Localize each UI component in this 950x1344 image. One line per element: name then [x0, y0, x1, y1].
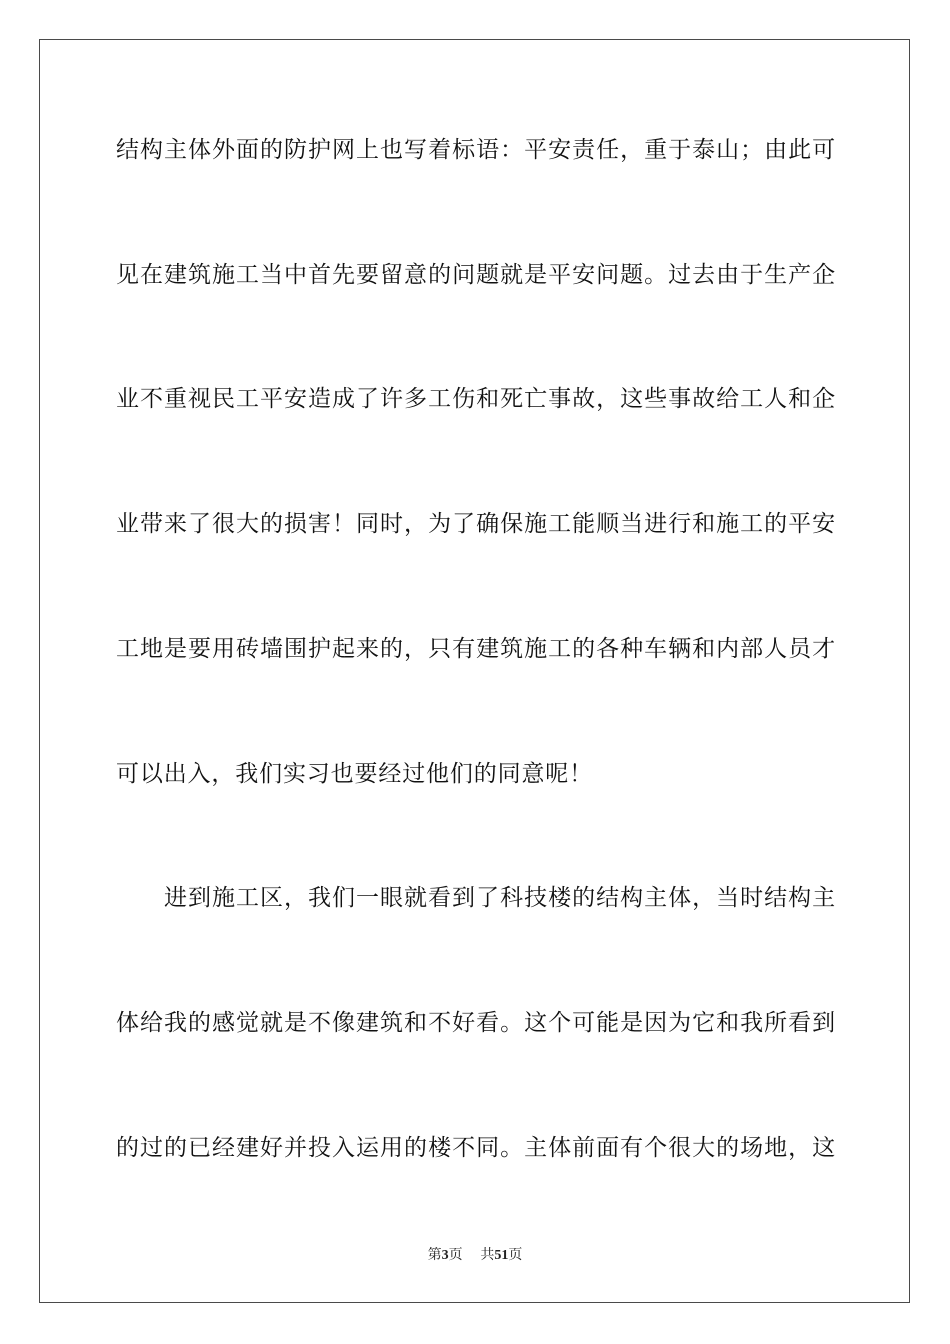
footer-total-pages: 51: [494, 1248, 509, 1263]
page-border: [39, 39, 910, 1303]
footer-total-prefix: 共: [480, 1247, 495, 1263]
footer-page-prefix: 第: [427, 1247, 442, 1263]
paragraph-line-5: 工地是要用砖墙围护起来的，只有建筑施工的各种车辆和内部人员才: [116, 636, 836, 662]
footer-page-suffix: 页: [448, 1247, 463, 1263]
paragraph-line-1: 结构主体外面的防护网上也写着标语：平安责任，重于泰山；由此可: [116, 137, 836, 163]
paragraph-line-9: 的过的已经建好并投入运用的楼不同。主体前面有个很大的场地，这: [116, 1135, 836, 1161]
paragraph-line-2: 见在建筑施工当中首先要留意的问题就是平安问题。过去由于生产企: [116, 262, 836, 288]
paragraph-line-8: 体给我的感觉就是不像建筑和不好看。这个可能是因为它和我所看到: [116, 1010, 836, 1036]
paragraph-line-4: 业带来了很大的损害！同时，为了确保施工能顺当进行和施工的平安: [116, 511, 836, 537]
paragraph-line-3: 业不重视民工平安造成了许多工伤和死亡事故，这些事故给工人和企: [116, 386, 836, 412]
paragraph-line-6: 可以出入，我们实习也要经过他们的同意呢！: [116, 761, 593, 787]
footer-total-suffix: 页: [508, 1247, 523, 1263]
paragraph-line-7: 进到施工区，我们一眼就看到了科技楼的结构主体，当时结构主: [164, 885, 836, 911]
page-footer: [0, 1245, 950, 1266]
footer-page-number: 3: [441, 1248, 449, 1263]
